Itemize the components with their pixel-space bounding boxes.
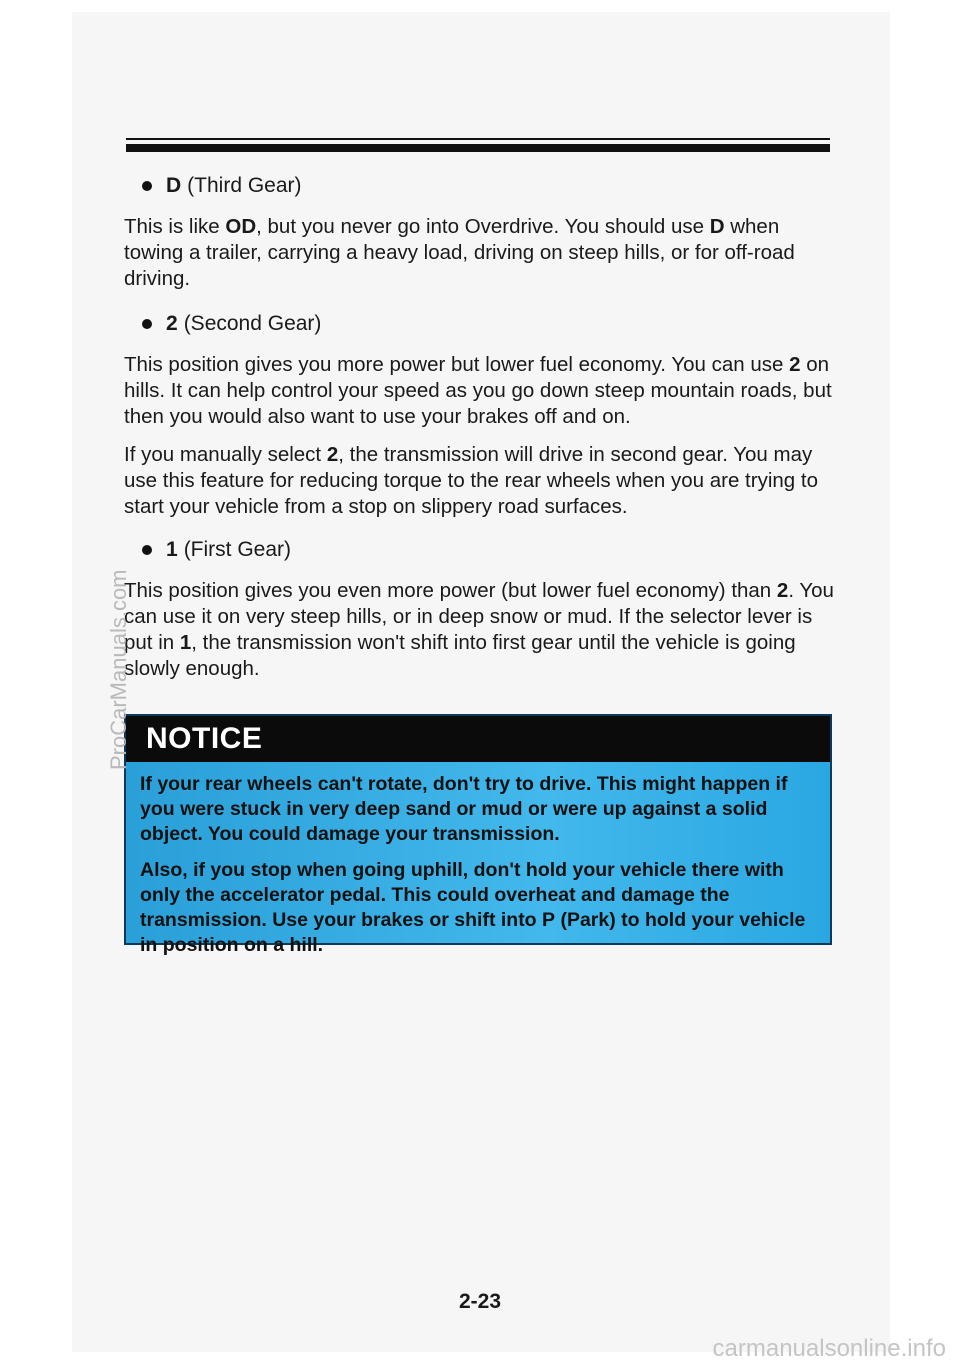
bullet-letter: 1 — [166, 538, 178, 561]
notice-box — [124, 714, 832, 956]
bullet-label: (Third Gear) — [187, 174, 302, 197]
bullet-dot-icon — [142, 319, 152, 329]
notice-body — [126, 762, 830, 958]
page-content — [124, 172, 834, 694]
bullet-letter: 2 — [166, 312, 178, 335]
notice-paragraph-1: If your rear wheels can't rotate, don't try to drive. This might happen if you were stuck in very deep sand or mud or were up against a solid object. You could damage your transmission. — [140, 773, 788, 845]
bullet-label: (First Gear) — [183, 538, 292, 561]
watermark-left: ProCarManuals.com — [106, 569, 131, 770]
bullet-letter: D — [166, 174, 182, 197]
bullet-first-gear — [142, 536, 834, 564]
bullet-label: (Second Gear) — [183, 312, 322, 335]
top-rule-thick — [126, 144, 830, 152]
paragraph-manual-select: If you manually select 2, the transmission will drive in second gear. You may use this feature for reducing torque to the rear wheels when you are trying to start your vehicle from a stop on slippery road surfaces. — [124, 443, 818, 518]
bullet-dot-icon — [142, 181, 152, 191]
notice-title: NOTICE — [126, 716, 830, 762]
page-number: 2-23 — [458, 1290, 502, 1313]
paragraph-first-gear: This position gives you even more power (but lower fuel economy) than 2. You can use it on very steep hills, or in deep snow or mud. If the selector lever is put in 1, the transmission won't shift into first gear until the vehicle is going slowly enough. — [124, 579, 834, 680]
bullet-third-gear — [142, 172, 834, 200]
paragraph-third-gear: This is like OD, but you never go into Overdrive. You should use D when towing a trailer, carrying a heavy load, driving on steep hills, or for off-road driving. — [124, 215, 795, 290]
watermark-bottom: carmanualsonline.info — [712, 1335, 946, 1362]
notice-paragraph-2: Also, if you stop when going uphill, don't hold your vehicle there with only the accelerator pedal. This could overheat and damage the transmission. Use your brakes or shift into P (Park) to hold your vehicle in position on a hill. — [140, 859, 806, 956]
paragraph-second-gear: This position gives you more power but lower fuel economy. You can use 2 on hills. It can help control your speed as you go down steep mountain roads, but then you would also want to use your brakes off and on. — [124, 353, 832, 428]
top-rule-thin — [126, 138, 830, 140]
bullet-second-gear — [142, 310, 834, 338]
bullet-dot-icon — [142, 545, 152, 555]
